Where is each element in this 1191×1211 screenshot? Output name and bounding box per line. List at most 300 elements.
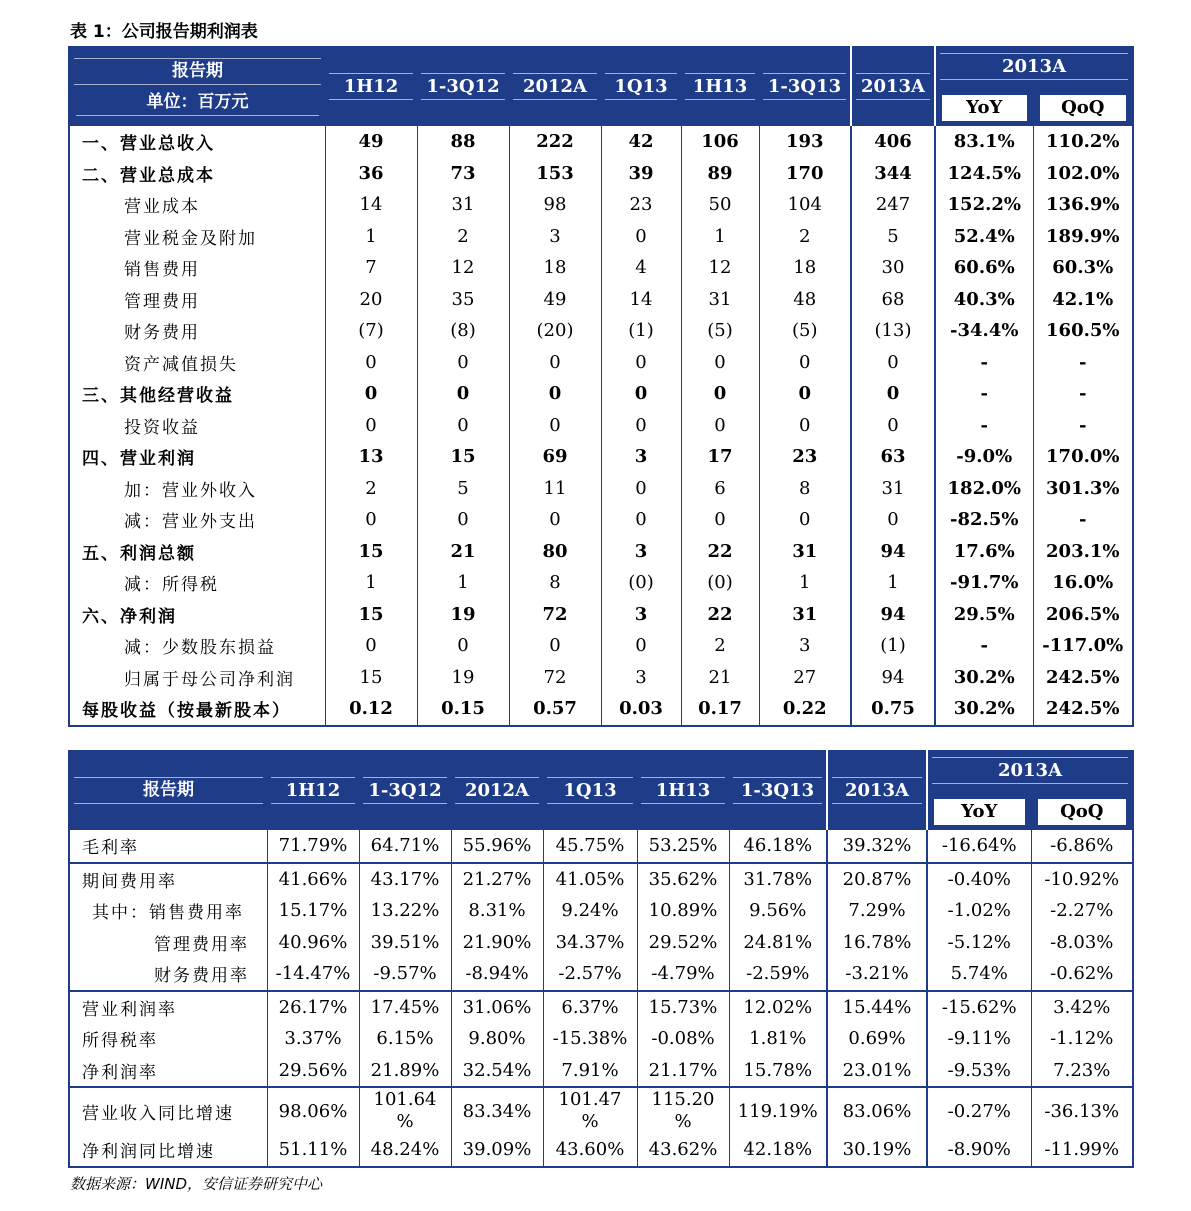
value-cell: 8 — [509, 567, 601, 599]
qoq-cell: 189.9% — [1033, 221, 1133, 253]
value-cell: 2 — [759, 221, 851, 253]
value-cell: 41.66% — [267, 863, 359, 896]
value-cell: 0 — [601, 378, 681, 410]
value-cell: 71.79% — [267, 830, 359, 863]
header-unit-label: 单位：百万元 — [76, 90, 319, 116]
value-cell: -14.47% — [267, 958, 359, 991]
value-cell: (5) — [681, 315, 759, 347]
value-cell: (0) — [681, 567, 759, 599]
value-cell: 83.34% — [451, 1087, 543, 1134]
value-cell: 16.78% — [827, 927, 927, 959]
value-cell: 2 — [325, 473, 417, 505]
value-cell: 21.89% — [359, 1055, 451, 1088]
value-cell: 32.54% — [451, 1055, 543, 1088]
value-cell: 0.22 — [759, 693, 851, 726]
value-cell: 0 — [681, 504, 759, 536]
row-label: 净利润率 — [82, 1062, 158, 1083]
value-cell: 24.81% — [729, 927, 827, 959]
yoy-cell: 52.4% — [935, 221, 1033, 253]
value-cell: 13 — [325, 441, 417, 473]
table-row — [69, 347, 1133, 379]
value-cell: 0 — [601, 221, 681, 253]
yoy-cell: -16.64% — [927, 830, 1031, 863]
value-cell: 0 — [601, 410, 681, 442]
value-cell: (1) — [851, 630, 935, 662]
value-cell: 115.20 % — [637, 1087, 729, 1134]
value-cell: 0 — [417, 378, 509, 410]
yoy-cell: 30.2% — [935, 662, 1033, 694]
yoy-cell: 17.6% — [935, 536, 1033, 568]
value-cell: 0.69% — [827, 1023, 927, 1055]
value-cell: 72 — [509, 599, 601, 631]
qoq-cell: - — [1033, 410, 1133, 442]
value-cell: 8.31% — [451, 895, 543, 927]
yoy-cell: 83.1% — [935, 126, 1033, 158]
qoq-cell: 242.5% — [1033, 693, 1133, 726]
value-cell: 11 — [509, 473, 601, 505]
value-cell: 20.87% — [827, 863, 927, 896]
value-cell: 39 — [601, 158, 681, 190]
value-cell: -8.94% — [451, 958, 543, 991]
qoq-cell: -6.86% — [1031, 830, 1133, 863]
value-cell: 14 — [325, 189, 417, 221]
value-cell: 2 — [417, 221, 509, 253]
value-cell: 72 — [509, 662, 601, 694]
qoq-cell: -117.0% — [1033, 630, 1133, 662]
value-cell: 19 — [417, 662, 509, 694]
table-row — [69, 1055, 1133, 1088]
value-cell: 17 — [681, 441, 759, 473]
yoy-cell: 152.2% — [935, 189, 1033, 221]
value-cell: 15 — [325, 662, 417, 694]
period-header: 1H13 — [637, 750, 729, 830]
value-cell: 30 — [851, 252, 935, 284]
value-cell: 0 — [325, 378, 417, 410]
value-cell: 0 — [851, 410, 935, 442]
table-row — [69, 158, 1133, 190]
value-cell: 0 — [759, 410, 851, 442]
qoq-cell: 7.23% — [1031, 1055, 1133, 1088]
yoy-cell: -91.7% — [935, 567, 1033, 599]
value-cell: 0 — [509, 378, 601, 410]
row-label: 财务费用 — [124, 323, 200, 344]
value-cell: 1 — [681, 221, 759, 253]
value-cell: (13) — [851, 315, 935, 347]
value-cell: 101.64 % — [359, 1087, 451, 1134]
value-cell: 31 — [681, 284, 759, 316]
row-label: 财务费用率 — [154, 966, 249, 987]
yoy-cell: - — [935, 378, 1033, 410]
value-cell: 13.22% — [359, 895, 451, 927]
value-cell: (20) — [509, 315, 601, 347]
row-label: 五、利润总额 — [82, 543, 196, 564]
value-cell: 0 — [681, 378, 759, 410]
value-cell: 83.06% — [827, 1087, 927, 1134]
value-cell: 0 — [851, 378, 935, 410]
row-label: 营业成本 — [124, 197, 200, 218]
value-cell: 31.78% — [729, 863, 827, 896]
value-cell: 40.96% — [267, 927, 359, 959]
value-cell: 3 — [601, 599, 681, 631]
yoy-cell: 30.2% — [935, 693, 1033, 726]
row-label: 二、营业总成本 — [82, 165, 215, 186]
value-cell: 63 — [851, 441, 935, 473]
value-cell: 15.78% — [729, 1055, 827, 1088]
value-cell: 0 — [417, 347, 509, 379]
value-cell: 22 — [681, 599, 759, 631]
value-cell: 27 — [759, 662, 851, 694]
value-cell: 94 — [851, 536, 935, 568]
value-cell: 4 — [601, 252, 681, 284]
yoy-cell: -82.5% — [935, 504, 1033, 536]
table-row — [69, 221, 1133, 253]
value-cell: 222 — [509, 126, 601, 158]
qoq-cell: 136.9% — [1033, 189, 1133, 221]
value-cell: 193 — [759, 126, 851, 158]
value-cell: 3.37% — [267, 1023, 359, 1055]
yoy-cell: -9.0% — [935, 441, 1033, 473]
table-row — [69, 567, 1133, 599]
qoq-cell: 42.1% — [1033, 284, 1133, 316]
value-cell: 0 — [601, 347, 681, 379]
value-cell: 26.17% — [267, 991, 359, 1024]
value-cell: 64.71% — [359, 830, 451, 863]
value-cell: 1 — [851, 567, 935, 599]
qoq-header: QoQ — [1033, 86, 1133, 126]
yoy-cell: -0.40% — [927, 863, 1031, 896]
value-cell: 0 — [601, 630, 681, 662]
value-cell: 31 — [759, 536, 851, 568]
table-row — [69, 126, 1133, 158]
value-cell: 17.45% — [359, 991, 451, 1024]
value-cell: 51.11% — [267, 1134, 359, 1167]
table-row — [69, 991, 1133, 1024]
table-row — [69, 599, 1133, 631]
value-cell: 35 — [417, 284, 509, 316]
value-cell: 0 — [681, 410, 759, 442]
value-cell: 0 — [681, 347, 759, 379]
period-header: 2012A — [451, 750, 543, 830]
value-cell: 344 — [851, 158, 935, 190]
value-cell: 22 — [681, 536, 759, 568]
financial-ratios-table — [68, 750, 1134, 1168]
value-cell: 19 — [417, 599, 509, 631]
value-cell: 15.17% — [267, 895, 359, 927]
value-cell: 73 — [417, 158, 509, 190]
value-cell: 12 — [681, 252, 759, 284]
yoy-header: YoY — [935, 86, 1033, 126]
value-cell: 0 — [417, 630, 509, 662]
table-row — [69, 441, 1133, 473]
value-cell: 46.18% — [729, 830, 827, 863]
row-label: 六、净利润 — [82, 606, 177, 627]
value-cell: 0 — [509, 410, 601, 442]
value-cell: -3.21% — [827, 958, 927, 991]
value-cell: 0 — [417, 504, 509, 536]
value-cell: 0 — [325, 410, 417, 442]
qoq-cell: 3.42% — [1031, 991, 1133, 1024]
value-cell: 15 — [417, 441, 509, 473]
header-period-cell — [69, 750, 267, 830]
value-cell: 0 — [417, 410, 509, 442]
table-title: 表 1：公司报告期利润表 — [70, 22, 258, 42]
row-label: 管理费用 — [124, 291, 200, 312]
qoq-cell: -10.92% — [1031, 863, 1133, 896]
value-cell: 35.62% — [637, 863, 729, 896]
value-cell: 15.44% — [827, 991, 927, 1024]
value-cell: 0 — [851, 347, 935, 379]
value-cell: 0 — [759, 504, 851, 536]
value-cell: 0.03 — [601, 693, 681, 726]
value-cell: 0.75 — [851, 693, 935, 726]
table-row — [69, 830, 1133, 863]
value-cell: 0 — [509, 347, 601, 379]
value-cell: 29.56% — [267, 1055, 359, 1088]
value-cell: 14 — [601, 284, 681, 316]
qoq-cell: 242.5% — [1033, 662, 1133, 694]
value-cell: 0 — [325, 504, 417, 536]
yoy-cell: 5.74% — [927, 958, 1031, 991]
value-cell: 1 — [417, 567, 509, 599]
table-row — [69, 1023, 1133, 1055]
value-cell: 0 — [509, 630, 601, 662]
qoq-cell: - — [1033, 378, 1133, 410]
value-cell: 3 — [601, 441, 681, 473]
table-row — [69, 473, 1133, 505]
value-cell: 0.57 — [509, 693, 601, 726]
table-row — [69, 252, 1133, 284]
value-cell: 98 — [509, 189, 601, 221]
table-row — [69, 958, 1133, 991]
row-label: 净利润同比增速 — [82, 1142, 215, 1163]
row-label: 一、营业总收入 — [82, 134, 215, 155]
yoy-header: YoY — [927, 790, 1031, 830]
group-header-2013a: 2013A — [935, 46, 1133, 86]
qoq-cell: 16.0% — [1033, 567, 1133, 599]
yoy-cell: -8.90% — [927, 1134, 1031, 1167]
qoq-cell: 206.5% — [1033, 599, 1133, 631]
value-cell: 43.60% — [543, 1134, 637, 1167]
qoq-cell: 301.3% — [1033, 473, 1133, 505]
data-source-note: 数据来源：WIND，安信证券研究中心 — [70, 1175, 323, 1193]
yoy-cell: 29.5% — [935, 599, 1033, 631]
period-header: 2012A — [509, 46, 601, 126]
value-cell: 0 — [325, 347, 417, 379]
row-label: 归属于母公司净利润 — [124, 669, 295, 690]
table-row — [69, 693, 1133, 726]
value-cell: 7.29% — [827, 895, 927, 927]
value-cell: -2.59% — [729, 958, 827, 991]
value-cell: 89 — [681, 158, 759, 190]
income-statement-table — [68, 46, 1134, 727]
value-cell: 3 — [759, 630, 851, 662]
value-cell: 6.37% — [543, 991, 637, 1024]
qoq-cell: -0.62% — [1031, 958, 1133, 991]
header-period-cell — [69, 46, 325, 126]
value-cell: 21 — [681, 662, 759, 694]
table-row — [69, 895, 1133, 927]
table-row — [69, 863, 1133, 896]
value-cell: -15.38% — [543, 1023, 637, 1055]
table-row — [69, 1134, 1133, 1167]
value-cell: 20 — [325, 284, 417, 316]
table-row — [69, 630, 1133, 662]
yoy-cell: -9.53% — [927, 1055, 1031, 1088]
value-cell: 43.62% — [637, 1134, 729, 1167]
value-cell: 153 — [509, 158, 601, 190]
value-cell: 5 — [851, 221, 935, 253]
period-header: 1H13 — [681, 46, 759, 126]
qoq-cell: 203.1% — [1033, 536, 1133, 568]
row-label: 四、营业利润 — [82, 449, 196, 470]
value-cell: 119.19% — [729, 1087, 827, 1134]
header-period-label: 报告期 — [74, 777, 263, 804]
row-label: 三、其他经营收益 — [82, 386, 234, 407]
period-header: 1H12 — [325, 46, 417, 126]
value-cell: 1.81% — [729, 1023, 827, 1055]
row-label: 毛利率 — [82, 838, 139, 859]
value-cell: 31 — [851, 473, 935, 505]
table-row — [69, 504, 1133, 536]
period-header: 2013A — [851, 46, 935, 126]
row-label: 减：少数股东损益 — [124, 638, 276, 659]
value-cell: 104 — [759, 189, 851, 221]
row-label: 营业利润率 — [69, 991, 267, 1024]
value-cell: 39.32% — [827, 830, 927, 863]
value-cell: 0 — [759, 378, 851, 410]
value-cell: 15.73% — [637, 991, 729, 1024]
value-cell: -2.57% — [543, 958, 637, 991]
value-cell: 39.09% — [451, 1134, 543, 1167]
value-cell: 406 — [851, 126, 935, 158]
value-cell: -9.57% — [359, 958, 451, 991]
row-label: 营业收入同比增速 — [69, 1087, 267, 1134]
value-cell: 0 — [601, 504, 681, 536]
value-cell: 21.17% — [637, 1055, 729, 1088]
yoy-cell: -5.12% — [927, 927, 1031, 959]
value-cell: 7 — [325, 252, 417, 284]
value-cell: 0.15 — [417, 693, 509, 726]
value-cell: 15 — [325, 536, 417, 568]
table-row — [69, 410, 1133, 442]
value-cell: 7.91% — [543, 1055, 637, 1088]
row-label: 管理费用率 — [154, 934, 249, 955]
table-row — [69, 536, 1133, 568]
value-cell: 29.52% — [637, 927, 729, 959]
yoy-cell: -34.4% — [935, 315, 1033, 347]
value-cell: 23 — [601, 189, 681, 221]
period-header: 1-3Q12 — [359, 750, 451, 830]
value-cell: -0.08% — [637, 1023, 729, 1055]
value-cell: 3 — [601, 536, 681, 568]
value-cell: 5 — [417, 473, 509, 505]
value-cell: 48 — [759, 284, 851, 316]
value-cell: 30.19% — [827, 1134, 927, 1167]
value-cell: (8) — [417, 315, 509, 347]
row-label: 投资收益 — [124, 417, 200, 438]
yoy-cell: - — [935, 410, 1033, 442]
value-cell: 1 — [759, 567, 851, 599]
row-label: 营业税金及附加 — [124, 228, 257, 249]
value-cell: 31 — [759, 599, 851, 631]
value-cell: 2 — [681, 630, 759, 662]
value-cell: 9.24% — [543, 895, 637, 927]
value-cell: 23 — [759, 441, 851, 473]
value-cell: 49 — [325, 126, 417, 158]
value-cell: 98.06% — [267, 1087, 359, 1134]
value-cell: (0) — [601, 567, 681, 599]
qoq-header: QoQ — [1031, 790, 1133, 830]
value-cell: 1 — [325, 567, 417, 599]
period-header: 1-3Q12 — [417, 46, 509, 126]
yoy-cell: -9.11% — [927, 1023, 1031, 1055]
value-cell: 0 — [601, 473, 681, 505]
value-cell: 39.51% — [359, 927, 451, 959]
row-label: 销售费用 — [124, 260, 200, 281]
yoy-cell: - — [935, 630, 1033, 662]
value-cell: 3 — [601, 662, 681, 694]
value-cell: 55.96% — [451, 830, 543, 863]
value-cell: 101.47 % — [543, 1087, 637, 1134]
yoy-cell: -15.62% — [927, 991, 1031, 1024]
row-label: 减：营业外支出 — [124, 512, 257, 533]
yoy-cell: - — [935, 347, 1033, 379]
value-cell: 0.17 — [681, 693, 759, 726]
table-row — [69, 662, 1133, 694]
qoq-cell: 102.0% — [1033, 158, 1133, 190]
yoy-cell: -0.27% — [927, 1087, 1031, 1134]
period-header: 2013A — [827, 750, 927, 830]
value-cell: (7) — [325, 315, 417, 347]
value-cell: 34.37% — [543, 927, 637, 959]
value-cell: 45.75% — [543, 830, 637, 863]
value-cell: 31 — [417, 189, 509, 221]
value-cell: 80 — [509, 536, 601, 568]
yoy-cell: -1.02% — [927, 895, 1031, 927]
yoy-cell: 182.0% — [935, 473, 1033, 505]
value-cell: 10.89% — [637, 895, 729, 927]
value-cell: 48.24% — [359, 1134, 451, 1167]
value-cell: 42 — [601, 126, 681, 158]
value-cell: 9.80% — [451, 1023, 543, 1055]
table-row — [69, 927, 1133, 959]
value-cell: 31.06% — [451, 991, 543, 1024]
qoq-cell: -2.27% — [1031, 895, 1133, 927]
period-header: 1-3Q13 — [759, 46, 851, 126]
row-label: 其中：销售费用率 — [92, 903, 244, 924]
value-cell: 247 — [851, 189, 935, 221]
value-cell: 23.01% — [827, 1055, 927, 1088]
table-row — [69, 284, 1133, 316]
yoy-cell: 40.3% — [935, 284, 1033, 316]
table-row — [69, 378, 1133, 410]
value-cell: 36 — [325, 158, 417, 190]
value-cell: 106 — [681, 126, 759, 158]
header-period-label: 报告期 — [74, 58, 321, 85]
value-cell: 68 — [851, 284, 935, 316]
group-header-2013a: 2013A — [927, 750, 1133, 790]
value-cell: 3 — [509, 221, 601, 253]
row-label: 减：所得税 — [124, 575, 219, 596]
value-cell: 0.12 — [325, 693, 417, 726]
qoq-cell: -11.99% — [1031, 1134, 1133, 1167]
table-row — [69, 315, 1133, 347]
period-header: 1H12 — [267, 750, 359, 830]
qoq-cell: 170.0% — [1033, 441, 1133, 473]
value-cell: 9.56% — [729, 895, 827, 927]
value-cell: 0 — [759, 347, 851, 379]
value-cell: 21.27% — [451, 863, 543, 896]
